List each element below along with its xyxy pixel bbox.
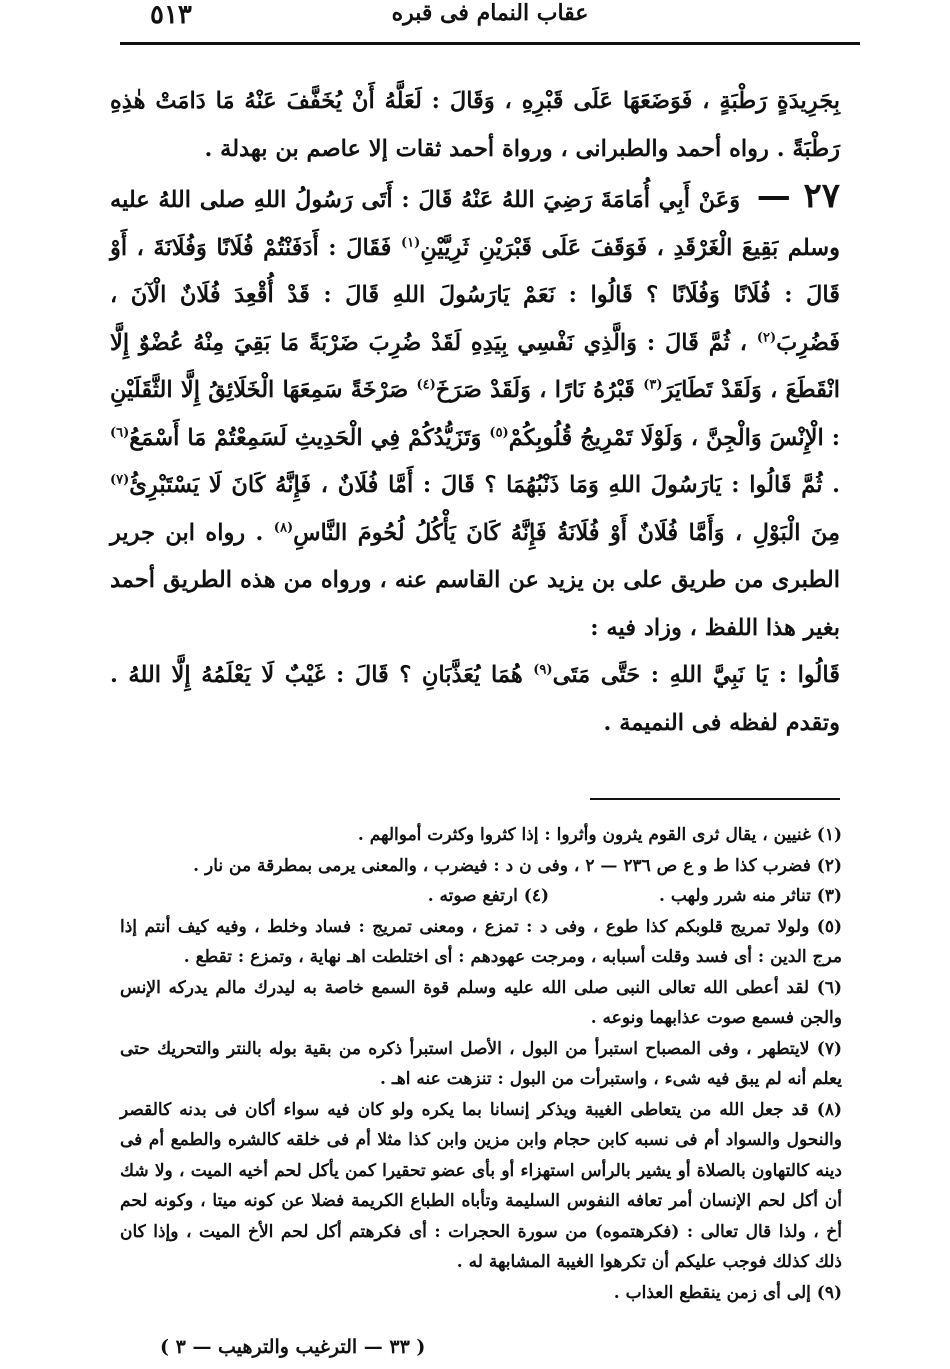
page-header <box>120 0 860 42</box>
text-segment: هُمَا يُعَذَّبَانِ ؟ قَالَ : غَيْبٌ لَا يَعْلَمُهُ إِلَّا اللهُ . وتقدم لفظه فى النميمة . <box>110 662 840 736</box>
text-segment: قَالُوا : يَا نَبِيَّ اللهِ : حَتَّى مَتَى <box>552 662 840 688</box>
footnote-4: (٤) ارتفع صوته . <box>427 886 549 906</box>
footnote-1: (١) غنيين ، يقال ثرى القوم يثرون وأثروا : إذا كثروا وكثرت أموالهم . <box>357 825 842 845</box>
footnote-ref[interactable]: (٣) <box>643 377 663 393</box>
footnote-ref[interactable]: (٤) <box>416 377 436 393</box>
running-title: عقاب النمام فى قبره <box>391 0 589 26</box>
paragraph-hadith-27 <box>110 173 840 652</box>
footnote-rule <box>590 798 840 800</box>
footnote-6: (٦) لقد أعطى الله تعالى النبى صلى الله عليه وسلم قوة السمع خاصة به ليدرك مالم يدركه الإنس والجن فسمع صوت عذابهما ونوعه . <box>120 977 842 1028</box>
text-segment: ، ثُمَّ قَالَ : وَالَّذِي نَفْسِي بِيَدِهِ لَقَدْ ضُرِبَ ضَرْبَةً مَا بَقِيَ مِنْهُ عُضْوٌ إِلَّا انْقَطَعَ ، وَلَقَدْ تَطَايَرَ <box>110 329 840 403</box>
footnote-7: (٧) لايتطهر ، وفى المصباح استبرأ من البول ، الأصل استبرأ ذكره من بقية بوله بالنتر والتحريك حتى يعلم أنه لم يبق فيه شىء ، واستبرأت من البول : تنزهت عنه اهـ . <box>120 1038 842 1089</box>
footnote-ref[interactable]: (٩) <box>533 662 553 678</box>
text-segment: . رواه ابن جرير الطبرى من طريق على بن يزيد عن القاسم عنه ، ورواه من هذه الطريق أحمد بغير هذا اللفظ ، وزاد فيه : <box>110 519 840 641</box>
paragraph-intro <box>110 78 840 173</box>
paragraph-addition <box>110 652 840 747</box>
text-segment: فَقَالَ : أَدَفَنْتُمْ فُلَانًا وَفُلَانَةَ ، أَوْ قَالَ : فُلَانًا وَفُلَانًا ؟ قَالُوا : نَعَمْ يَارَسُولَ اللهِ قَالَ : قَدْ أُقْعِدَ فُلَانٌ الْآنَ ، فَضُرِبَ <box>110 234 840 356</box>
footnote-3: (٣) تناثر منه شرر ولهب . <box>659 886 842 906</box>
text-intro: بِجَرِيدَةٍ رَطْبَةٍ ، فَوَضَعَهَا عَلَى قَبْرِهِ ، وَقَالَ : لَعَلَّهُ أَنْ يُخَفَّفَ عَنْهُ مَا دَامَتْ هٰذِهِ رَطْبَةً . رواه أحمد والطبرانى ، ورواة أحمد ثقات إلا عاصم بن بهدلة . <box>110 88 840 162</box>
page-number: ٥١٣ <box>150 0 192 30</box>
main-text <box>110 78 840 747</box>
footnote-ref[interactable]: (٢) <box>756 330 777 345</box>
text-segment: . ثُمَّ قَالُوا : يَارَسُولَ اللهِ وَمَا ذَنْبُهُمَا ؟ قَالَ : أَمَّا فُلَانٌ ، فَإِنَّهُ كَانَ لَا يَسْتَبْرِئُ <box>129 472 840 498</box>
footnote-ref[interactable]: (٥) <box>489 425 509 440</box>
text-segment: وَعَنْ أَبِي أُمَامَةَ رَضِيَ اللهُ عَنْهُ قَالَ : أَتَى رَسُولُ اللهِ صلى اللهُ عليه وسلم بَقِيعَ الْغَرْقَدِ ، فَوَقَفَ عَلَى قَبْرَيْنِ ثَرِيَّيْنِ <box>110 187 840 261</box>
header-rule <box>120 42 860 45</box>
footnotes <box>120 820 842 1308</box>
footnote-9: (٩) إلى أى زمن ينقطع العذاب . <box>613 1282 842 1303</box>
printer-signature: ( ٣٣ — الترغيب والترهيب — ٣ ) <box>160 1336 426 1358</box>
text-segment: صَرْخَةً سَمِعَهَا الْخَلَائِقُ إِلَّا الثَّقَلَيْنِ : الْإِنْسَ وَالْجِنَّ ، وَلَوْلَا تَمْرِيجُ قُلُوبِكُمْ <box>110 377 840 451</box>
hadith-number: ٢٧ — <box>756 176 840 216</box>
footnote-row-3-4 <box>120 881 842 912</box>
footnote-8: (٨) قد جعل الله من يتعاطى الغيبة ويذكر إنسانا بما يكره ولو كان فيه سواء أكان فى بدنه كالقصر والنحول والسواد أم فى نسبه كابن حجام وابن مزين وابن كذا مثلا أم فى خلقه كالشره والطمع أم فى دينه كالتهاون بالصلاة أو يشير بالرأس استهزاء أو بأى عضو تحقيرا كمن يأكل لحم أخيه الميت ، ولا شك أن أكل لحم الإنسان أمر تعافه النفوس السليمة وتأباه الطباع الكريمة فضلا عن كونه ميتا ، وكونه لحم أخ ، ولذا قال تعالى : (فكرهتموه) من سورة الحجرات : أى فكرهتم أكل لحم الأخ الميت ، وإذا كان ذلك كذلك فوجب عليكم أن تكرهوا الغيبة المشابهة له . <box>120 1099 842 1272</box>
footnote-ref[interactable]: (٦) <box>110 425 130 440</box>
text-segment: قَبْرُهُ نَارًا ، وَلَقَدْ صَرَخَ <box>435 377 635 403</box>
footnote-2: (٢) فضرب كذا ط و ع ص ٢٣٦ — ٢ ، وفى ن د : فيضرب ، والمعنى يرمى بمطرقة من نار . <box>193 855 842 876</box>
footnote-ref[interactable]: (٧) <box>110 472 130 488</box>
footnote-5: (٥) ولولا تمريج قلوبكم كذا طوع ، وفى د : تمزع ، ومعنى تمريج : فساد وخلط ، وفيه كيف أنتم إذا مرج الدين : أى فسد وقلت أسبابه ، ومرجت عهودهم : أى اختلطت اهـ نهاية ، وتمزع : تقطع . <box>120 916 842 967</box>
footnote-ref[interactable]: (٨) <box>273 520 294 535</box>
footnote-ref[interactable]: (١) <box>400 235 421 250</box>
text-segment: مِنَ الْبَوْلِ ، وَأَمَّا فُلَانٌ أَوْ فُلَانَةُ فَإِنَّهُ كَانَ يَأْكُلُ لُحُومَ النَّاسِ <box>293 519 841 546</box>
text-segment: وَتَزَيُّدُكُمْ فِي الْحَدِيثِ لَسَمِعْتُمْ مَا أَسْمَعُ <box>129 424 482 451</box>
